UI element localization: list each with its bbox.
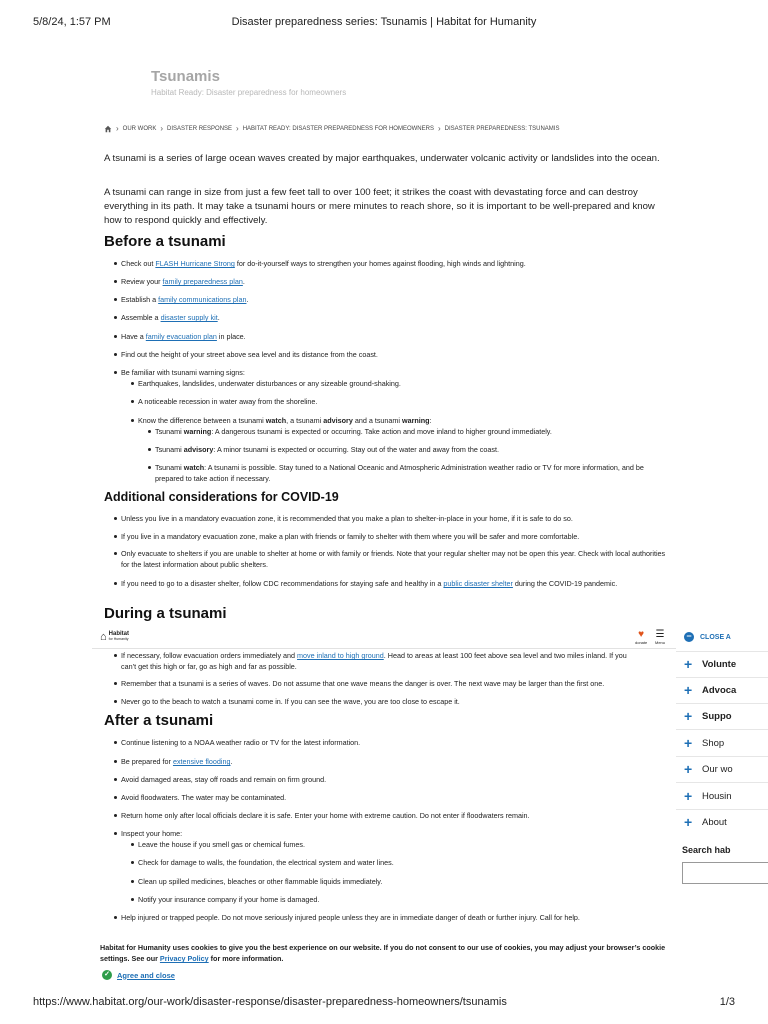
sub-list-item: Notify your insurance company if your home is damaged. bbox=[138, 894, 666, 905]
list-item-text: in place. bbox=[216, 332, 246, 341]
donate-button[interactable] bbox=[635, 630, 647, 645]
breadcrumb-chevron-icon: › bbox=[160, 124, 164, 133]
menu-item-label: Our wo bbox=[702, 763, 733, 775]
breadcrumb-chevron-icon: › bbox=[437, 124, 441, 133]
menu-item-label: Advoca bbox=[702, 684, 737, 696]
sub-sub-list-item bbox=[155, 444, 666, 455]
logo-text bbox=[109, 632, 129, 642]
cookie-text: for more information. bbox=[208, 954, 284, 963]
list-item-text: and a tsunami bbox=[352, 416, 402, 425]
list-item: Be familiar with tsunami warning signs: bbox=[121, 367, 666, 378]
list-item-text: Know the difference between a tsunami bbox=[138, 416, 266, 425]
list-item-text: If necessary, follow evacuation orders immediately and bbox=[121, 651, 298, 660]
list-item bbox=[121, 312, 666, 323]
list-item-text: . bbox=[217, 313, 220, 322]
divider bbox=[676, 651, 768, 652]
list-item bbox=[121, 258, 666, 269]
list-item-text: If you need to go to a disaster shelter, follow CDC recommendations for staying safe and healthy in a bbox=[121, 579, 444, 588]
plus-icon: + bbox=[684, 656, 693, 672]
minus-circle-icon: − bbox=[684, 632, 694, 642]
list-item-text: Assemble a bbox=[121, 313, 161, 322]
privacy-policy-link[interactable]: Privacy Policy bbox=[159, 954, 209, 963]
menu-item-support[interactable] bbox=[684, 708, 732, 724]
list-item-text: . Head to areas at least 100 feet above sea level and two miles inland. If you can’t get this high or far, go as high and far as possible. bbox=[121, 651, 627, 671]
list-item-text: Have a bbox=[121, 332, 146, 341]
family-communications-plan-link[interactable]: family communications plan bbox=[158, 295, 247, 304]
term-warning: warning bbox=[183, 427, 212, 436]
heart-icon: ♥ bbox=[638, 629, 645, 640]
menu-button[interactable] bbox=[655, 630, 665, 645]
habitat-house-icon: ⌂ bbox=[100, 631, 107, 643]
breadcrumb bbox=[104, 124, 559, 133]
list-item bbox=[121, 294, 666, 305]
list-item-text: Be prepared for bbox=[121, 757, 173, 766]
sub-list-item: Clean up spilled medicines, bleaches or other flammable liquids immediately. bbox=[138, 876, 666, 887]
close-all-button[interactable] bbox=[684, 632, 731, 642]
menu-item-label: Shop bbox=[702, 737, 725, 749]
list-item-text: : bbox=[429, 416, 432, 425]
sticky-navbar bbox=[92, 628, 677, 649]
divider bbox=[676, 782, 768, 783]
flash-hurricane-strong-link[interactable]: FLASH Hurricane Strong bbox=[155, 259, 235, 268]
page-subtitle: Habitat Ready: Disaster preparedness for homeowners bbox=[151, 88, 347, 97]
menu-item-advocate[interactable] bbox=[684, 682, 736, 698]
divider bbox=[676, 677, 768, 678]
divider bbox=[676, 703, 768, 704]
cookie-text: Habitat for Humanity uses cookies to give you the best experience on our website. If you do not consent to our use of cookies, you may adjust your browser’s cookie settings. See our bbox=[100, 943, 666, 963]
menu-item-our-work[interactable] bbox=[684, 761, 733, 777]
breadcrumb-item-disaster-response[interactable]: DISASTER RESPONSE bbox=[167, 125, 233, 132]
list-item: Only evacuate to shelters if you are unable to shelter at home or with family or friends. Note that your regular shelter may not be open this year. Check with local authorities for the latest information about public shelters. bbox=[121, 549, 666, 569]
breadcrumb-item-our-work[interactable]: OUR WORK bbox=[122, 125, 157, 132]
list-item: Return home only after local officials declare it is safe. Enter your home with extreme caution. Do not enter if floodwaters remain. bbox=[121, 810, 666, 821]
divider bbox=[676, 809, 768, 810]
list-item-text: . bbox=[242, 277, 245, 286]
breadcrumb-chevron-icon: › bbox=[236, 124, 239, 133]
list-item-text: Check out bbox=[121, 259, 156, 268]
sub-sub-list-item bbox=[155, 462, 645, 484]
sub-list-item: Check for damage to walls, the foundation, the electrical system and water lines. bbox=[138, 857, 666, 868]
extensive-flooding-link[interactable]: extensive flooding bbox=[172, 757, 231, 766]
list-item: Avoid floodwaters. The water may be contaminated. bbox=[121, 792, 666, 803]
donate-label: donate bbox=[635, 640, 648, 645]
list-item-text: during the COVID-19 pandemic. bbox=[512, 579, 618, 588]
sub-list-item: Leave the house if you smell gas or chemical fumes. bbox=[138, 839, 666, 850]
menu-item-label: Housin bbox=[702, 790, 732, 802]
plus-icon: + bbox=[684, 735, 693, 751]
intro-section-2 bbox=[104, 186, 666, 228]
list-item: Continue listening to a NOAA weather radio or TV for the latest information. bbox=[121, 737, 666, 748]
list-item-text: for do-it-yourself ways to strengthen your homes against flooding, high winds and lightning. bbox=[234, 259, 526, 268]
term-warning: warning bbox=[402, 416, 430, 425]
breadcrumb-chevron-icon: › bbox=[116, 124, 119, 133]
list-item: Remember that a tsunami is a series of waves. Do not assume that one wave means the danger is over. The next wave may be larger than the first one. bbox=[121, 678, 666, 689]
side-menu-panel bbox=[676, 622, 768, 892]
list-item: Avoid damaged areas, stay off roads and remain on firm ground. bbox=[121, 774, 666, 785]
home-icon[interactable] bbox=[104, 125, 112, 133]
logo-line-2: for Humanity bbox=[108, 637, 129, 641]
agree-and-close-button[interactable] bbox=[102, 970, 175, 980]
print-title: Disaster preparedness series: Tsunamis | Habitat for Humanity bbox=[231, 16, 537, 28]
before-heading: Before a tsunami bbox=[104, 233, 226, 250]
term-advisory: advisory bbox=[323, 416, 353, 425]
habitat-logo[interactable] bbox=[100, 631, 129, 643]
menu-label: Menu bbox=[655, 640, 666, 645]
public-disaster-shelter-link[interactable]: public disaster shelter bbox=[443, 579, 513, 588]
list-item bbox=[121, 756, 666, 767]
sub-list-item: A noticeable recession in water away from the shoreline. bbox=[138, 396, 666, 407]
menu-item-label: Suppo bbox=[702, 710, 732, 722]
list-item-text: Tsunami bbox=[155, 427, 184, 436]
list-item: If you live in a mandatory evacuation zone, make a plan with friends or family to shelter with them where you will be safer and more comfortable. bbox=[121, 531, 666, 542]
logo-line-1: Habitat bbox=[108, 631, 129, 637]
family-evacuation-plan-link[interactable]: family evacuation plan bbox=[145, 332, 217, 341]
breadcrumb-item-habitat-ready[interactable]: HABITAT READY: DISASTER PREPAREDNESS FOR HOMEOWNERS bbox=[242, 125, 434, 132]
list-item-text: Tsunami bbox=[155, 463, 184, 472]
close-all-label: CLOSE A bbox=[700, 633, 731, 641]
menu-item-label: About bbox=[702, 816, 727, 828]
during-heading: During a tsunami bbox=[104, 605, 227, 622]
list-item: Find out the height of your street above sea level and its distance from the coast. bbox=[121, 349, 666, 360]
check-circle-icon: ✓ bbox=[102, 970, 112, 980]
intro-paragraph-2: A tsunami can range in size from just a few feet tall to over 100 feet; it strikes the coast with devastating force and can destroy everything in its path. It may take a tsunami hours or mere minutes to reach shore, so it is important to be well-prepared and know how to respond quickly and effectively. bbox=[104, 187, 655, 226]
menu-item-label: Volunte bbox=[702, 658, 737, 670]
list-item: Help injured or trapped people. Do not move seriously injured people unless they are in immediate danger of death or further injury. Call for help. bbox=[121, 912, 666, 923]
sub-sub-list-item bbox=[155, 426, 666, 437]
sub-list-item: Earthquakes, landslides, underwater disturbances or any sizeable ground-shaking. bbox=[138, 378, 666, 389]
list-item: Unless you live in a mandatory evacuation zone, it is recommended that you make a plan to shelter-in-place in your home, if it is safe to do so. bbox=[121, 513, 666, 524]
list-item-text: : A dangerous tsunami is expected or occurring. Take action and move inland to higher ground immediately. bbox=[211, 427, 552, 436]
term-watch: watch bbox=[265, 416, 287, 425]
intro-section bbox=[104, 152, 666, 166]
plus-icon: + bbox=[684, 814, 693, 830]
list-item: Inspect your home: bbox=[121, 828, 666, 839]
list-item: Never go to the beach to watch a tsunami come in. If you can see the wave, you are too close to escape it. bbox=[121, 696, 666, 707]
disaster-supply-kit-link[interactable]: disaster supply kit bbox=[160, 313, 218, 322]
print-date: 5/8/24, 1:57 PM bbox=[33, 16, 111, 28]
list-item bbox=[121, 276, 666, 287]
intro-paragraph-1: A tsunami is a series of large ocean waves created by major earthquakes, underwater volcanic activity or landslides into the ocean. bbox=[104, 153, 660, 164]
family-preparedness-plan-link[interactable]: family preparedness plan bbox=[162, 277, 243, 286]
menu-item-volunteer[interactable] bbox=[684, 656, 736, 672]
search-label: Search hab bbox=[682, 845, 731, 855]
print-url: https://www.habitat.org/our-work/disaster-response/disaster-preparedness-homeowners/tsunamis bbox=[33, 996, 507, 1008]
list-item-text: : A minor tsunami is expected or occurring. Stay out of the water and away from the coast. bbox=[213, 445, 499, 454]
list-item-text: . bbox=[246, 295, 249, 304]
menu-item-shop[interactable] bbox=[684, 735, 724, 751]
hamburger-icon: ☰ bbox=[655, 629, 665, 640]
list-item-text: Tsunami bbox=[155, 445, 184, 454]
sub-list-item bbox=[138, 415, 666, 426]
list-item bbox=[121, 331, 666, 342]
divider bbox=[676, 756, 768, 757]
plus-icon: + bbox=[684, 761, 693, 777]
search-input[interactable] bbox=[682, 862, 768, 884]
page-title: Tsunamis bbox=[151, 68, 220, 85]
divider bbox=[676, 729, 768, 730]
plus-icon: + bbox=[684, 788, 693, 804]
plus-icon: + bbox=[684, 708, 693, 724]
list-item-text: : A tsunami is possible. Stay tuned to a National Oceanic and Atmospheric Administration weather radio or TV for more information, and be prepared to take action if necessary. bbox=[155, 463, 644, 483]
menu-item-about[interactable] bbox=[684, 814, 727, 830]
plus-icon: + bbox=[684, 682, 693, 698]
list-item bbox=[121, 650, 641, 672]
list-item-text: , a tsunami bbox=[286, 416, 324, 425]
print-page-number: 1/3 bbox=[719, 996, 735, 1008]
menu-item-housing[interactable] bbox=[684, 788, 732, 804]
cookie-banner bbox=[100, 942, 668, 964]
list-item bbox=[121, 578, 666, 589]
covid-heading: Additional considerations for COVID-19 bbox=[104, 490, 339, 504]
agree-and-close-label: Agree and close bbox=[117, 970, 175, 980]
term-watch: watch bbox=[183, 463, 205, 472]
list-item-text: . bbox=[230, 757, 233, 766]
term-advisory: advisory bbox=[183, 445, 214, 454]
breadcrumb-item-tsunamis: DISASTER PREPAREDNESS: TSUNAMIS bbox=[444, 125, 560, 132]
after-heading: After a tsunami bbox=[104, 712, 214, 729]
move-inland-link[interactable]: move inland to high ground bbox=[297, 651, 384, 660]
list-item-text: Establish a bbox=[121, 295, 159, 304]
list-item-text: Review your bbox=[121, 277, 163, 286]
